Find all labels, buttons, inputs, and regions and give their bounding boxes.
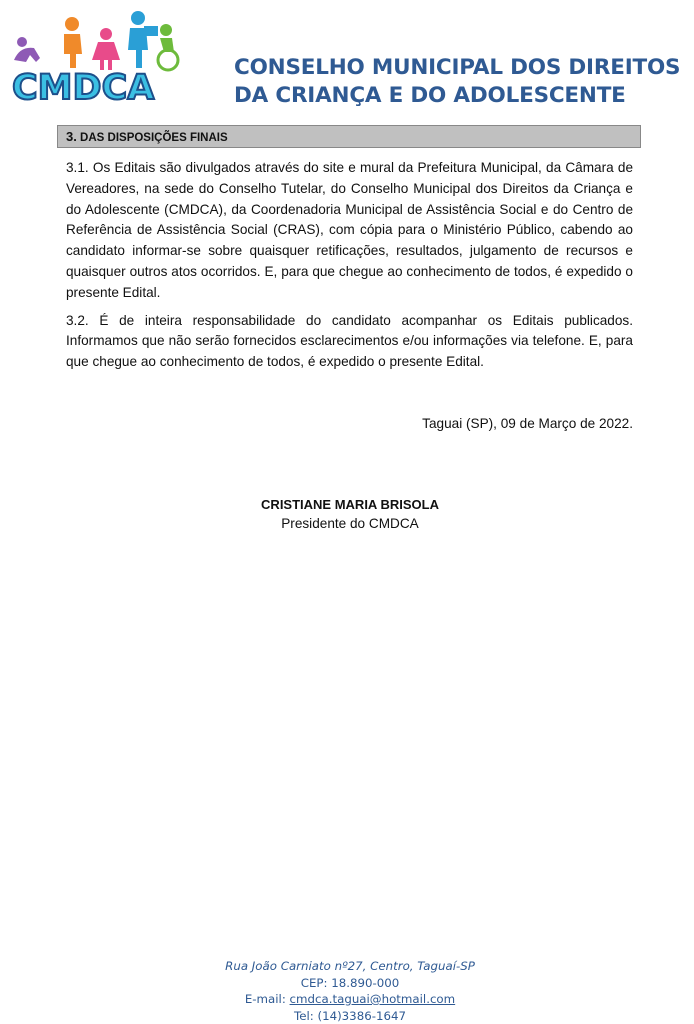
org-name-line-2: DA CRIANÇA E DO ADOLESCENTE	[234, 83, 626, 108]
signature-block	[200, 495, 500, 533]
footer-address: Rua João Carniato nº27, Centro, Taguaí-SP	[225, 959, 475, 973]
page-footer	[150, 958, 550, 1024]
document-body	[66, 158, 633, 380]
footer-email-line	[150, 991, 550, 1008]
footer-email-link[interactable]: cmdca.taguai@hotmail.com	[289, 992, 456, 1006]
signatory-role: Presidente do CMDCA	[281, 516, 419, 531]
footer-email-label: E-mail:	[244, 992, 290, 1006]
paragraph-3-2: 3.2. É de inteira responsabilidade do candidato acompanhar os Editais publicados. Informamos que não serão fornecidos esclarecimentos e/ou informações via telefone. E, para que chegue ao conhecimento de todos, é expedido o presente Edital.	[66, 312, 633, 370]
section-heading	[57, 125, 641, 148]
signatory-name: CRISTIANE MARIA BRISOLA	[261, 497, 439, 512]
paragraph-3-1: 3.1. Os Editais são divulgados através do site e mural da Prefeitura Municipal, da Câmara de Vereadores, na sede do Conselho Tutelar, do Conselho Municipal dos Direitos da Criança e do Adolescente (CMDCA), da Coordenadoria Municipal de Assistência Social e do Centro de Referência de Assistência Social (CRAS), com cópia para o Ministério Público, cabendo ao candidato informar-se sobre quaisquer retificações, resultados, julgamento de recursos e quaisquer outros atos ocorridos. E, para que chegue ao conhecimento de todos, é expedido o presente Edital.	[66, 160, 633, 300]
section-title: DAS DISPOSIÇÕES FINAIS	[80, 132, 228, 144]
cmdca-logo	[6, 8, 186, 108]
org-name-line-1: CONSELHO MUNICIPAL DOS DIREITOS	[234, 55, 681, 80]
logo-text: CMDCA	[12, 68, 155, 108]
footer-phone: Tel: (14)3386-1647	[294, 1008, 406, 1023]
organization-name	[234, 54, 684, 110]
date-line: Taguai (SP), 09 de Março de 2022.	[422, 416, 633, 431]
footer-cep: CEP: 18.890-000	[300, 975, 400, 990]
page-header	[0, 0, 694, 118]
section-number: 3.	[66, 129, 77, 144]
